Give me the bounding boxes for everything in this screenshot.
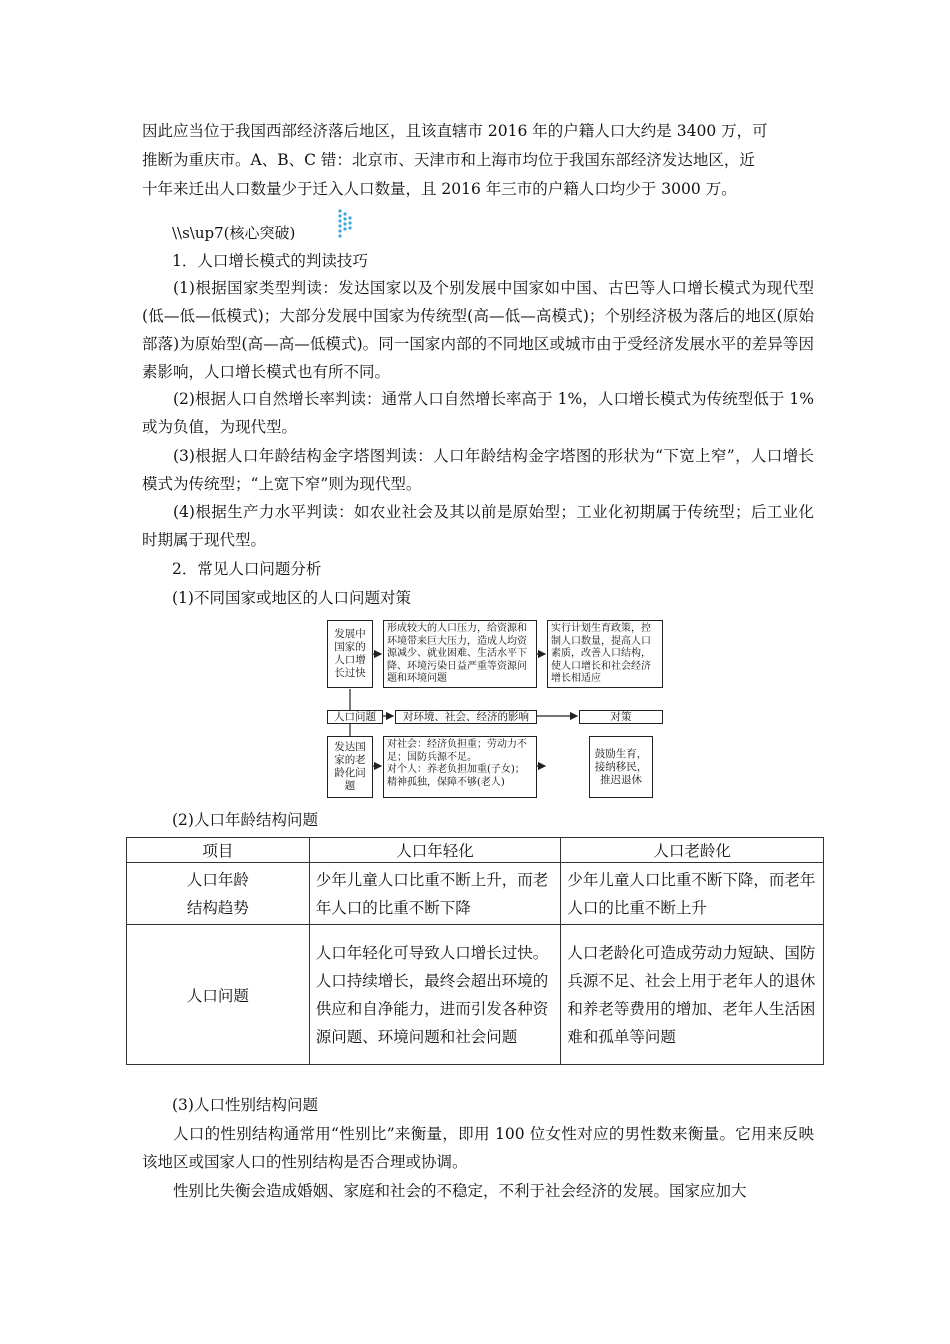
table-row xyxy=(127,925,824,1065)
paragraph-2: (2)根据人口自然增长率判读：通常人口自然增长率高于 1%，人口增长模式为传统型低于 1%或为负值，为现代型。 xyxy=(142,390,814,436)
table-cell: 人口年轻化可导致人口增长过快。人口持续增长，最终会超出环境的供应和自净能力，进而引发各种资源问题、环境问题和社会问题 xyxy=(309,925,561,1065)
paragraph-1: (1)根据国家类型判读：发达国家以及个别发展中国家如中国、古巴等人口增长模式为现代型(低—低—低模式)；大部分发展中国家为传统型(高—低—高模式)；个别经济极为落后的地区(原始部落)为原始型(高—高—低模式)。同一国家内部的不同地区或城市由于受经济发展水平的差异等因素影响，人口增长模式也有所不同。 xyxy=(142,279,814,381)
table-header: 人口年轻化 xyxy=(309,838,561,863)
table-header-row xyxy=(127,838,824,863)
table-cell: 少年儿童人口比重不断上升，而老年人口的比重不断下降 xyxy=(309,863,561,925)
intro-line-3: 十年来迁出人口数量少于迁入人口数量，且 2016 年三市的户籍人口均少于 3000 万。 xyxy=(142,180,737,198)
section-tag: \\s\up7(核心突破) xyxy=(172,224,296,242)
aged-impact-individual: 对个人：养老负担加重(子女)；精神孤独，保障不够(老人) xyxy=(387,764,525,788)
age-structure-table xyxy=(126,837,824,1065)
row-problem: 人口问题 xyxy=(327,710,383,724)
heading-1: 1．人口增长模式的判读技巧 xyxy=(172,252,368,270)
box-developing-impact: 形成较大的人口压力，给资源和环境带来巨大压力，造成人均资源减少、就业困难、生活水平下降、环境污染日益严重等资源问题和环境问题 xyxy=(383,620,537,688)
triangle-dots-icon xyxy=(337,208,355,238)
row-impact: 对环境、社会、经济的影响 xyxy=(395,710,537,724)
heading-2-1: (1)不同国家或地区的人口问题对策 xyxy=(172,589,411,607)
box-aged-label: 发达国家的老龄化问题 xyxy=(327,736,373,798)
table-header: 人口老龄化 xyxy=(561,838,824,863)
box-developing-policy: 实行计划生育政策，控制人口数量，提高人口素质，改善人口结构，使人口增长和社会经济增长相适应 xyxy=(547,620,663,688)
table-cell: 人口问题 xyxy=(127,925,310,1065)
heading-2-2: (2)人口年龄结构问题 xyxy=(172,811,318,829)
table-cell: 少年儿童人口比重不断下降，而老年人口的比重不断上升 xyxy=(561,863,824,925)
heading-2: 2．常见人口问题分析 xyxy=(172,560,322,578)
box-aged-policy: 鼓励生育，接纳移民，推迟退休 xyxy=(589,736,653,798)
paragraph-5: 人口的性别结构通常用“性别比”来衡量，即用 100 位女性对应的男性数来衡量。它用来反映该地区或国家人口的性别结构是否合理或协调。 xyxy=(142,1125,814,1171)
intro-line-1: 因此应当位于我国西部经济落后地区，且该直辖市 2016 年的户籍人口大约是 3400 万，可 xyxy=(142,122,768,140)
aged-impact-society: 对社会：经济负担重；劳动力不足；国防兵源不足。 xyxy=(387,739,527,763)
box-developing-label: 发展中国家的人口增长过快 xyxy=(327,620,373,688)
row-policy: 对策 xyxy=(579,710,663,724)
table-row xyxy=(127,863,824,925)
table-cell: 人口老龄化可造成劳动力短缺、国防兵源不足、社会上用于老年人的退休和养老等费用的增加、老年人生活困难和孤单等问题 xyxy=(561,925,824,1065)
box-aged-impact xyxy=(383,736,537,798)
paragraph-4: (4)根据生产力水平判读：如农业社会及其以前是原始型；工业化初期属于传统型；后工业化时期属于现代型。 xyxy=(142,503,814,549)
intro-line-2: 推断为重庆市。A、B、C 错：北京市、天津市和上海市均位于我国东部经济发达地区，近 xyxy=(142,151,755,169)
population-policy-diagram xyxy=(327,618,667,800)
paragraph-6: 性别比失衡会造成婚姻、家庭和社会的不稳定，不利于社会经济的发展。国家应加大 xyxy=(173,1182,747,1200)
paragraph-3: (3)根据人口年龄结构金字塔图判读：人口年龄结构金字塔图的形状为“下宽上窄”，人口增长模式为传统型；“上宽下窄”则为现代型。 xyxy=(142,447,814,493)
heading-2-3: (3)人口性别结构问题 xyxy=(172,1096,318,1114)
table-header: 项目 xyxy=(127,838,310,863)
table-cell: 人口年龄 结构趋势 xyxy=(127,863,310,925)
